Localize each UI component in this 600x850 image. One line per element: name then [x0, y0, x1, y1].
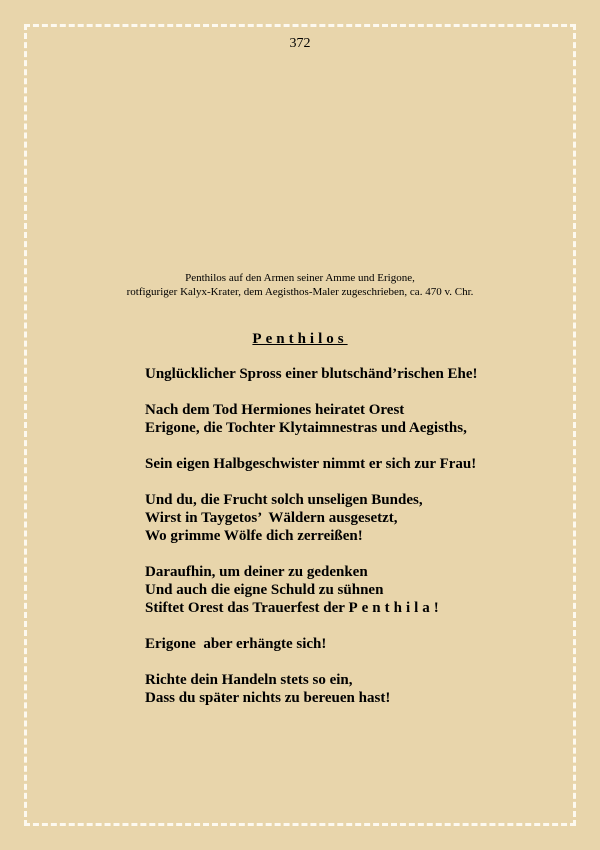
poem-body	[145, 365, 565, 725]
poem-line: Erigone aber erhängte sich!	[145, 636, 327, 652]
stanza-7	[145, 671, 565, 707]
poem-line: Wirst in Taygetos’ Wäldern ausgesetzt,	[145, 510, 398, 526]
image-caption	[0, 271, 600, 299]
festival-name: Penthila!	[348, 600, 443, 616]
stanza-3	[145, 455, 565, 473]
poem-line: Unglücklicher Spross einer blutschänd’rischen Ehe!	[145, 366, 478, 382]
poem-title: Penthilos	[252, 331, 348, 347]
poem-line: Und du, die Frucht solch unseligen Bundes,	[145, 492, 423, 508]
stanza-4	[145, 491, 565, 545]
poem-line: Sein eigen Halbgeschwister nimmt er sich zur Frau!	[145, 456, 477, 472]
caption-line-2: rotfiguriger Kalyx-Krater, dem Aegisthos-Maler zugeschrieben, ca. 470 v. Chr.	[126, 286, 474, 298]
stanza-2	[145, 401, 565, 437]
poem-line: Erigone, die Tochter Klytaimnestras und Aegisths,	[145, 420, 467, 436]
stanza-6	[145, 635, 565, 653]
poem-line: Dass du später nichts zu bereuen hast!	[145, 690, 391, 706]
page-number: 372	[289, 36, 311, 51]
poem-line: Richte dein Handeln stets so ein,	[145, 672, 353, 688]
poem-line: Nach dem Tod Hermiones heiratet Orest	[145, 402, 405, 418]
caption-line-1: Penthilos auf den Armen seiner Amme und Erigone,	[185, 272, 415, 284]
stanza-5	[145, 563, 565, 617]
poem-line-prefix: Stiftet Orest das Trauerfest der	[145, 600, 349, 616]
poem-line: Und auch die eigne Schuld zu sühnen	[145, 582, 384, 598]
poem-line: Daraufhin, um deiner zu gedenken	[145, 564, 368, 580]
stanza-1	[145, 365, 565, 383]
poem-line	[145, 599, 565, 617]
poem-line: Wo grimme Wölfe dich zerreißen!	[145, 528, 363, 544]
